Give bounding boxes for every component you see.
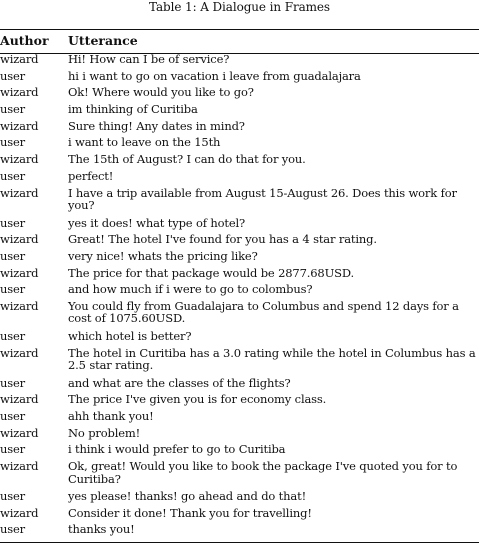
author-cell: wizard — [0, 425, 39, 440]
author-cell: wizard — [0, 298, 39, 313]
table-row — [0, 170, 479, 187]
utterance-cell: and what are the classes of the flights? — [68, 375, 291, 390]
author-cell: user — [0, 328, 26, 343]
table-header-row — [0, 31, 479, 53]
table-row — [0, 507, 479, 524]
utterance-cell: Sure thing! Any dates in mind? — [68, 118, 245, 133]
table-row — [0, 490, 479, 507]
utterance-cell: I have a trip available from August 15-August 26. Does this work for you? — [68, 185, 457, 212]
utterance-cell: Ok, great! Would you like to book the package I've quoted you for to Curitiba? — [68, 459, 458, 486]
author-cell: wizard — [0, 152, 39, 167]
author-cell: wizard — [0, 52, 39, 66]
table-caption: Table 1: A Dialogue in Frames — [149, 0, 330, 14]
table-row — [0, 523, 479, 540]
utterance-cell: The price I've given you is for economy class. — [68, 392, 327, 407]
author-cell: user — [0, 248, 26, 263]
table-row — [0, 217, 479, 234]
table-row — [0, 377, 479, 394]
table-row — [0, 153, 479, 170]
table-row — [0, 103, 479, 120]
table-row — [0, 136, 479, 153]
author-cell: user — [0, 282, 26, 297]
utterance-cell: yes it does! what type of hotel? — [68, 215, 246, 230]
table-row — [0, 300, 479, 330]
table-row — [0, 187, 479, 217]
author-cell: user — [0, 68, 26, 83]
author-cell: wizard — [0, 265, 39, 280]
author-cell: user — [0, 442, 26, 457]
table-row — [0, 460, 479, 490]
author-column-header: Author — [0, 33, 49, 48]
table-row — [0, 347, 479, 377]
author-cell: wizard — [0, 232, 39, 247]
utterance-cell: which hotel is better? — [68, 328, 192, 343]
table-row — [0, 267, 479, 284]
table-row — [0, 250, 479, 267]
author-cell: wizard — [0, 505, 39, 520]
author-cell: user — [0, 102, 26, 117]
utterance-cell: Ok! Where would you like to go? — [68, 85, 254, 100]
utterance-cell: i think i would prefer to go to Curitiba — [68, 442, 286, 457]
author-cell: wizard — [0, 459, 39, 474]
utterance-cell: Hi! How can I be of service? — [68, 52, 230, 66]
author-cell: user — [0, 215, 26, 230]
author-cell: user — [0, 409, 26, 423]
table-row — [0, 330, 479, 347]
utterance-cell: thanks you! — [68, 522, 135, 537]
table-top-rule — [0, 29, 479, 30]
utterance-cell: perfect! — [68, 168, 114, 183]
utterance-cell: very nice! whats the pricing like? — [68, 248, 258, 263]
utterance-cell: Great! The hotel I've found for you has a 4 star rating. — [68, 232, 377, 247]
utterance-cell: i want to leave on the 15th — [68, 135, 221, 150]
utterance-cell: No problem! — [68, 425, 141, 440]
dialogue-body — [0, 53, 479, 540]
table-row — [0, 233, 479, 250]
utterance-cell: yes please! thanks! go ahead and do that! — [68, 489, 307, 504]
table-row — [0, 53, 479, 70]
author-cell: user — [0, 135, 26, 150]
utterance-cell: Consider it done! Thank you for travelling! — [68, 505, 312, 520]
author-cell: wizard — [0, 118, 39, 133]
author-cell: wizard — [0, 345, 39, 360]
utterance-cell: im thinking of Curitiba — [68, 102, 198, 117]
author-cell: user — [0, 522, 26, 537]
table-row — [0, 86, 479, 103]
table-row — [0, 443, 479, 460]
utterance-cell: ahh thank you! — [68, 409, 154, 423]
table-row — [0, 283, 479, 300]
author-cell: user — [0, 489, 26, 504]
dialogue-table — [0, 31, 479, 540]
author-cell: user — [0, 168, 26, 183]
utterance-cell: hi i want to go on vacation i leave from guadalajara — [68, 68, 361, 83]
author-cell: wizard — [0, 185, 39, 200]
utterance-cell: and how much if i were to go to colombus? — [68, 282, 313, 297]
table-row — [0, 393, 479, 410]
author-cell: wizard — [0, 85, 39, 100]
table-row — [0, 120, 479, 137]
utterance-cell: The price for that package would be 2877.68USD. — [68, 265, 355, 280]
utterance-cell: The 15th of August? I can do that for you. — [68, 152, 306, 167]
author-cell: user — [0, 375, 26, 390]
table-row — [0, 427, 479, 444]
table-bottom-rule — [0, 542, 479, 543]
utterance-cell: You could fly from Guadalajara to Columbus and spend 12 days for a cost of 1075.60USD. — [68, 298, 459, 326]
utterance-cell: The hotel in Curitiba has a 3.0 rating while the hotel in Columbus has a 2.5 star rating. — [68, 345, 476, 373]
table-row — [0, 70, 479, 87]
author-cell: wizard — [0, 392, 39, 407]
utterance-column-header: Utterance — [68, 33, 138, 48]
table-row — [0, 410, 479, 427]
